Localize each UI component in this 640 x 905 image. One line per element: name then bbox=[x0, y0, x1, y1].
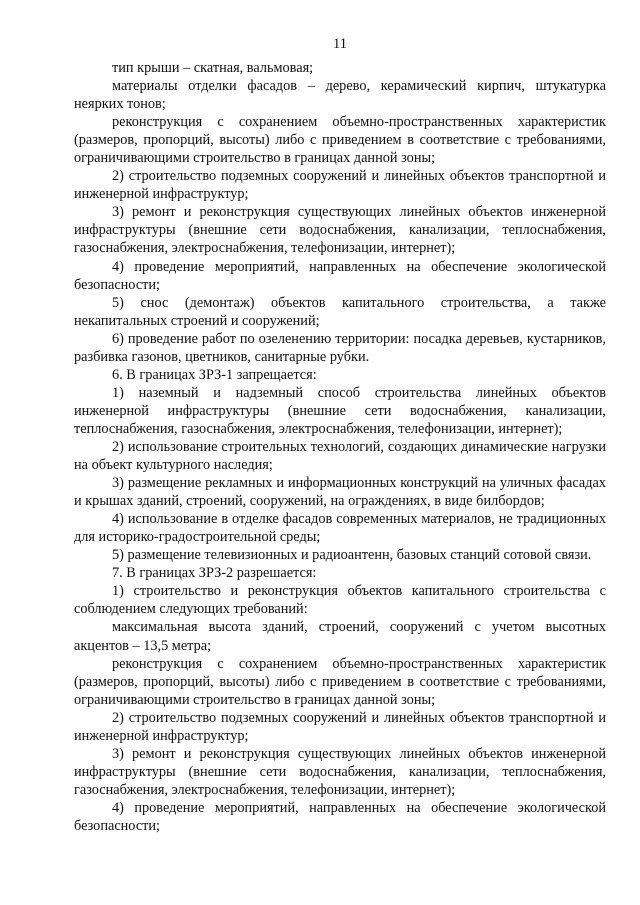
list-item: 5) размещение телевизионных и радиоантенн, базовых станций сотовой связи. bbox=[112, 547, 592, 564]
paragraph: реконструкция с сохранением объемно-пространственных характеристик (размеров, пропорций, высоты) либо с приведением в соответствие с требованиями, ограничивающими строительство в границах данной зоны; bbox=[74, 655, 606, 708]
section-heading: 7. В границах ЗРЗ-2 разрешается: bbox=[112, 565, 317, 582]
list-item: 3) ремонт и реконструкция существующих линейных объектов инженерной инфраструктуры (внешние сети водоснабжения, канализации, теплоснабжения, газоснабжения, электроснабжения, телефонизации, интернет); bbox=[74, 204, 606, 257]
paragraph: максимальная высота зданий, строений, сооружений с учетом высотных акцентов – 13,5 метра; bbox=[74, 619, 606, 654]
list-item: 5) снос (демонтаж) объектов капитального строительства, а также некапитальных строений и сооружений; bbox=[74, 294, 606, 329]
list-item: 4) использование в отделке фасадов современных материалов, не традиционных для историко-градостроительной среды; bbox=[74, 511, 606, 546]
list-item: 1) наземный и надземный способ строительства линейных объектов инженерной инфраструктуры (внешние сети водоснабжения, канализации, теплоснабжения, газоснабжения, электроснабжения, телефонизации, интернет); bbox=[74, 384, 606, 437]
list-item: 2) строительство подземных сооружений и линейных объектов транспортной и инженерной инфраструктур; bbox=[74, 168, 606, 203]
section-heading: 6. В границах ЗРЗ-1 запрещается: bbox=[112, 366, 317, 383]
paragraph: реконструкция с сохранением объемно-пространственных характеристик (размеров, пропорций, высоты) либо с приведением в соответствие с требованиями, ограничивающими строительство в границах данной зоны; bbox=[74, 114, 606, 167]
page-number: 11 bbox=[333, 36, 347, 52]
list-item: 2) строительство подземных сооружений и линейных объектов транспортной и инженерной инфраструктур; bbox=[74, 709, 606, 744]
list-item: 3) размещение рекламных и информационных конструкций на уличных фасадах и крышах зданий, строений, сооружений, на ограждениях, в виде билбордов; bbox=[74, 475, 606, 510]
list-item: 4) проведение мероприятий, направленных на обеспечение экологической безопасности; bbox=[74, 258, 606, 293]
list-item: 3) ремонт и реконструкция существующих линейных объектов инженерной инфраструктуры (внешние сети водоснабжения, канализации, теплоснабжения, газоснабжения, электроснабжения, телефонизации, интернет); bbox=[74, 745, 606, 798]
paragraph: материалы отделки фасадов – дерево, керамический кирпич, штукатурка неярких тонов; bbox=[74, 78, 606, 113]
list-item: 1) строительство и реконструкция объектов капитального строительства с соблюдением следующих требований: bbox=[74, 583, 606, 618]
document-body bbox=[74, 59, 606, 835]
paragraph: тип крыши – скатная, вальмовая; bbox=[112, 60, 314, 76]
list-item: 4) проведение мероприятий, направленных на обеспечение экологической безопасности; bbox=[74, 799, 606, 834]
list-item: 2) использование строительных технологий, создающих динамические нагрузки на объект культурного наследия; bbox=[74, 438, 606, 474]
list-item: 6) проведение работ по озеленению территории: посадка деревьев, кустарников, разбивка газонов, цветников, санитарные рубки. bbox=[74, 330, 606, 365]
